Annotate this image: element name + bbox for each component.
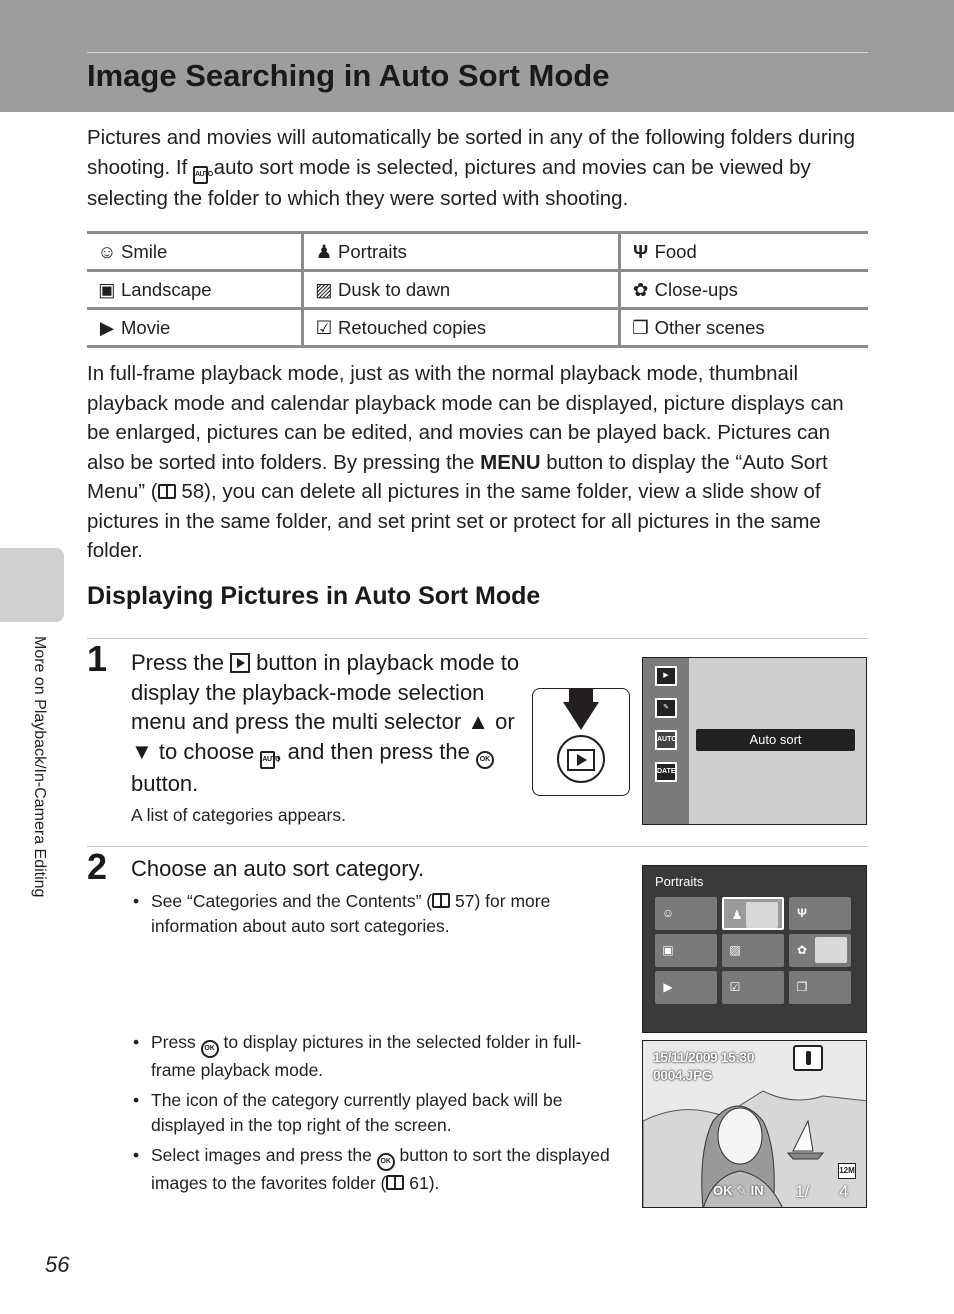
- bullet4-text-2: button to sort the displayed images to the favorites folder (: [151, 1145, 610, 1193]
- portraits-icon: ♟: [731, 908, 743, 922]
- step1-text-3: , and then press the: [275, 738, 476, 764]
- list-by-date-icon: DATE: [655, 762, 677, 782]
- category-cell-food: [789, 897, 851, 930]
- play-triangle-icon: [577, 754, 587, 766]
- movie-icon: ▶: [663, 980, 673, 994]
- category-label: Portraits: [338, 240, 407, 262]
- body-text-3: 58), you can delete all pictures in the same folder, view a slide show of pictures in the same folder, and set print set or protect for all pictures in the same folder.: [87, 480, 821, 562]
- category-cell-retouched: [722, 971, 784, 1004]
- playback-mode-menu-screen: [642, 657, 867, 825]
- category-cell: [87, 271, 303, 309]
- book-reference-icon: [432, 893, 450, 908]
- playback-button-icon: [230, 653, 250, 673]
- step-divider: [87, 638, 868, 639]
- auto-sort-icon: AUTO: [655, 730, 677, 750]
- auto-sort-label: Auto sort: [696, 729, 855, 751]
- category-cell-close-ups: [789, 934, 851, 967]
- smile-icon: ☺: [97, 240, 117, 262]
- movie-icon: ▶: [99, 316, 115, 338]
- food-icon: Ψ: [797, 906, 807, 920]
- table-row: [87, 233, 868, 271]
- category-cell: [303, 271, 620, 309]
- category-cell: [619, 309, 868, 347]
- category-cell-movie: [655, 971, 717, 1004]
- step-number: 1: [87, 638, 108, 679]
- step1-text-4: button.: [131, 770, 199, 796]
- dusk-to-dawn-icon: ▨: [729, 943, 741, 957]
- bullet2-text-2: to display pictures in the selected folder in full-frame playback mode.: [151, 1032, 582, 1080]
- landscape-icon: ▣: [98, 278, 116, 300]
- full-frame-playback-screen: [642, 1040, 867, 1208]
- category-label: Landscape: [121, 278, 212, 300]
- category-cell: [619, 271, 868, 309]
- dusk-to-dawn-icon: ▨: [315, 278, 333, 300]
- step-number: 2: [87, 846, 108, 887]
- body-text-1: In full-frame playback mode, just as with the normal playback mode, thumbnail playback mode and calendar playback mode can be displayed, picture displays can be enlarged, pictures can be edited, and movies can be played back. Pictures can also be sorted into folders. By pressing the: [87, 362, 844, 474]
- category-cell: [87, 233, 303, 271]
- bullet1-text-2: 57) for more information about auto sort categories.: [151, 891, 551, 936]
- intro-text-1: Pictures and movies will automatically be sorted in any of the following folders during shooting. If: [87, 126, 855, 179]
- list-item: [131, 1030, 611, 1083]
- smile-icon: ☺: [661, 906, 675, 920]
- step1-note: A list of categories appears.: [131, 805, 346, 825]
- category-cell-dusk-to-dawn: [722, 934, 784, 967]
- other-scenes-icon: ❐: [796, 980, 808, 994]
- portrait-thumbnail: [746, 902, 778, 928]
- food-icon: Ψ: [633, 240, 649, 262]
- list-item: [131, 889, 611, 939]
- portraits-icon: ♟: [315, 240, 333, 262]
- step2-title: Choose an auto sort category.: [131, 856, 425, 881]
- close-ups-icon: ✿: [796, 943, 808, 957]
- screen-category-title: Portraits: [655, 874, 704, 889]
- category-cell: [619, 233, 868, 271]
- body-paragraph: [87, 359, 862, 566]
- step1-text-1: Press the: [131, 650, 231, 675]
- category-cell-other-scenes: [789, 971, 851, 1004]
- favorite-pictures-icon: ✎: [655, 698, 677, 718]
- category-cell: [303, 309, 620, 347]
- ok-button-icon: OK: [377, 1153, 395, 1171]
- retouched-copies-icon: ☑: [729, 980, 741, 994]
- category-cell: [87, 309, 303, 347]
- intro-text-2: auto sort mode is selected, pictures and movies can be viewed by selecting the folder to which they were sorted with shooting.: [87, 155, 811, 210]
- bullet4-text-3: 61).: [404, 1173, 440, 1193]
- ok-button-icon: OK: [201, 1040, 219, 1058]
- bullet1-text-1: See “Categories and the Contents” (: [151, 891, 433, 911]
- category-selection-screen: [642, 865, 867, 1033]
- step1-instruction: [131, 648, 521, 798]
- category-label: Retouched copies: [338, 316, 487, 338]
- step2-bullets-top: [131, 889, 611, 944]
- book-reference-icon: [386, 1175, 404, 1190]
- category-cell-smile: [655, 897, 717, 930]
- landscape-icon: ▣: [662, 943, 674, 957]
- photo-filename: 0004.JPG: [653, 1067, 713, 1083]
- image-counter: 1/: [795, 1182, 810, 1201]
- list-item: [131, 1143, 611, 1196]
- auto-sort-icon: AUTO: [260, 751, 275, 769]
- close-ups-icon: ✿: [632, 278, 649, 300]
- category-cell: [303, 233, 620, 271]
- ok-button-icon: OK: [476, 751, 494, 769]
- section-side-tab: [0, 548, 64, 622]
- header-band: [0, 0, 954, 112]
- list-item: • The icon of the category currently played back will be displayed in the top right of the screen.: [131, 1088, 611, 1138]
- auto-sort-icon: AUTO: [193, 166, 208, 184]
- images-total: 4: [839, 1182, 849, 1201]
- bullet2-text-1: Press: [151, 1032, 201, 1052]
- step-divider: [87, 846, 868, 847]
- category-label: Dusk to dawn: [338, 278, 451, 300]
- bullet4-text-1: Select images and press the: [151, 1145, 377, 1165]
- category-label: Food: [654, 240, 697, 262]
- status-icons: OK ✎ IN: [713, 1183, 764, 1198]
- image-size-badge: 12M: [838, 1163, 856, 1179]
- other-scenes-icon: ❐: [632, 316, 649, 338]
- flower-thumbnail: [815, 937, 847, 963]
- table-row: [87, 271, 868, 309]
- category-label: Smile: [121, 240, 168, 262]
- menu-button-label: MENU: [480, 450, 541, 474]
- category-cell-portraits: [722, 897, 784, 930]
- category-label: Close-ups: [654, 278, 738, 300]
- category-label: Movie: [121, 316, 171, 338]
- press-arrow-head-icon: [563, 702, 599, 730]
- retouched-copies-icon: ☑: [315, 316, 333, 338]
- book-reference-icon: [158, 484, 176, 499]
- page-number: 56: [45, 1252, 70, 1277]
- categories-table: [87, 231, 868, 348]
- section-side-label: More on Playback/In-Camera Editing: [31, 636, 48, 898]
- step1-text-2: button in playback mode to display the playback-mode selection menu and press the multi selector ▲ or ▼ to choose: [131, 650, 520, 764]
- intro-paragraph: [87, 123, 862, 213]
- press-arrow-icon: [569, 688, 593, 702]
- step2-bullets-bottom: [131, 1030, 611, 1201]
- photo-date: 15/11/2009 15:30: [653, 1049, 754, 1065]
- category-cell-landscape: [655, 934, 717, 967]
- category-label: Other scenes: [654, 316, 765, 338]
- body-text-2: button to display the “Auto Sort Menu” (: [87, 450, 828, 503]
- portraits-category-icon: [793, 1045, 823, 1071]
- header-rule: [87, 52, 868, 53]
- section-title: Displaying Pictures in Auto Sort Mode: [87, 582, 541, 610]
- page-title: Image Searching in Auto Sort Mode: [87, 58, 610, 93]
- table-row: [87, 309, 868, 347]
- playback-mode-icon: ▶: [655, 666, 677, 686]
